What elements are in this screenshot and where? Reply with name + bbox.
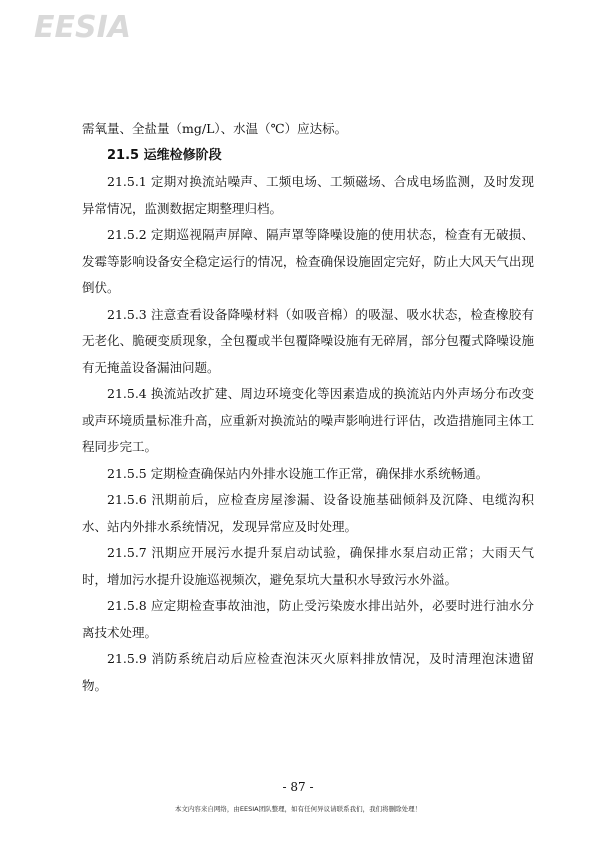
footer-disclaimer: 本文内容来自网络，由EESIA团队整理，如有任何异议请联系我们，我们将删除处理！ [174, 805, 422, 813]
clause-21-5-5: 21.5.5 定期检查确保站内外排水设施工作正常，确保排水系统畅通。 [107, 465, 489, 481]
section-heading: 21.5 运维检修阶段 [107, 147, 222, 163]
clause-21-5-4: 21.5.4 换流站改扩建、周边环境变化等因素造成的换流站内外声场分布改变或声环境质量标准升高，应重新对换流站的噪声影响进行评估，改造措施同主体工程同步完工。 [82, 386, 534, 454]
clause-21-5-6: 21.5.6 汛期前后，应检查房屋渗漏、设备设施基础倾斜及沉降、电缆沟积水、站内外排水系统情况，发现异常应及时处理。 [82, 492, 534, 534]
clause-21-5-9: 21.5.9 消防系统启动后应检查泡沫灭火原料排放情况，及时清理泡沫遗留物。 [82, 651, 534, 693]
eesia-logo-watermark: EESIA [34, 10, 131, 45]
intro-continuation-line: 需氧量、全盐量（mg/L）、水温（℃）应达标。 [82, 121, 348, 136]
clause-21-5-7: 21.5.7 汛期应开展污水提升泵启动试验，确保排水泵启动正常；大雨天气时，增加污水提升设施巡视频次，避免泵坑大量积水导致污水外溢。 [82, 545, 534, 587]
page-number: - 87 - [282, 780, 314, 794]
document-body [82, 116, 534, 699]
clause-21-5-1: 21.5.1 定期对换流站噪声、工频电场、工频磁场、合成电场监测，及时发现异常情况，监测数据定期整理归档。 [82, 174, 534, 216]
clause-21-5-8: 21.5.8 应定期检查事故油池，防止受污染废水排出站外，必要时进行油水分离技术处理。 [82, 598, 534, 640]
clause-21-5-3: 21.5.3 注意查看设备降噪材料（如吸音棉）的吸湿、吸水状态，检查橡胶有无老化、脆硬变质现象，全包覆或半包覆降噪设施有无碎屑，部分包覆式降噪设施有无掩盖设备漏油问题。 [82, 306, 534, 375]
clause-21-5-2: 21.5.2 定期巡视隔声屏障、隔声罩等降噪设施的使用状态，检查有无破损、发霉等影响设备安全稳定运行的情况，检查确保设施固定完好，防止大风天气出现倒伏。 [82, 227, 534, 295]
